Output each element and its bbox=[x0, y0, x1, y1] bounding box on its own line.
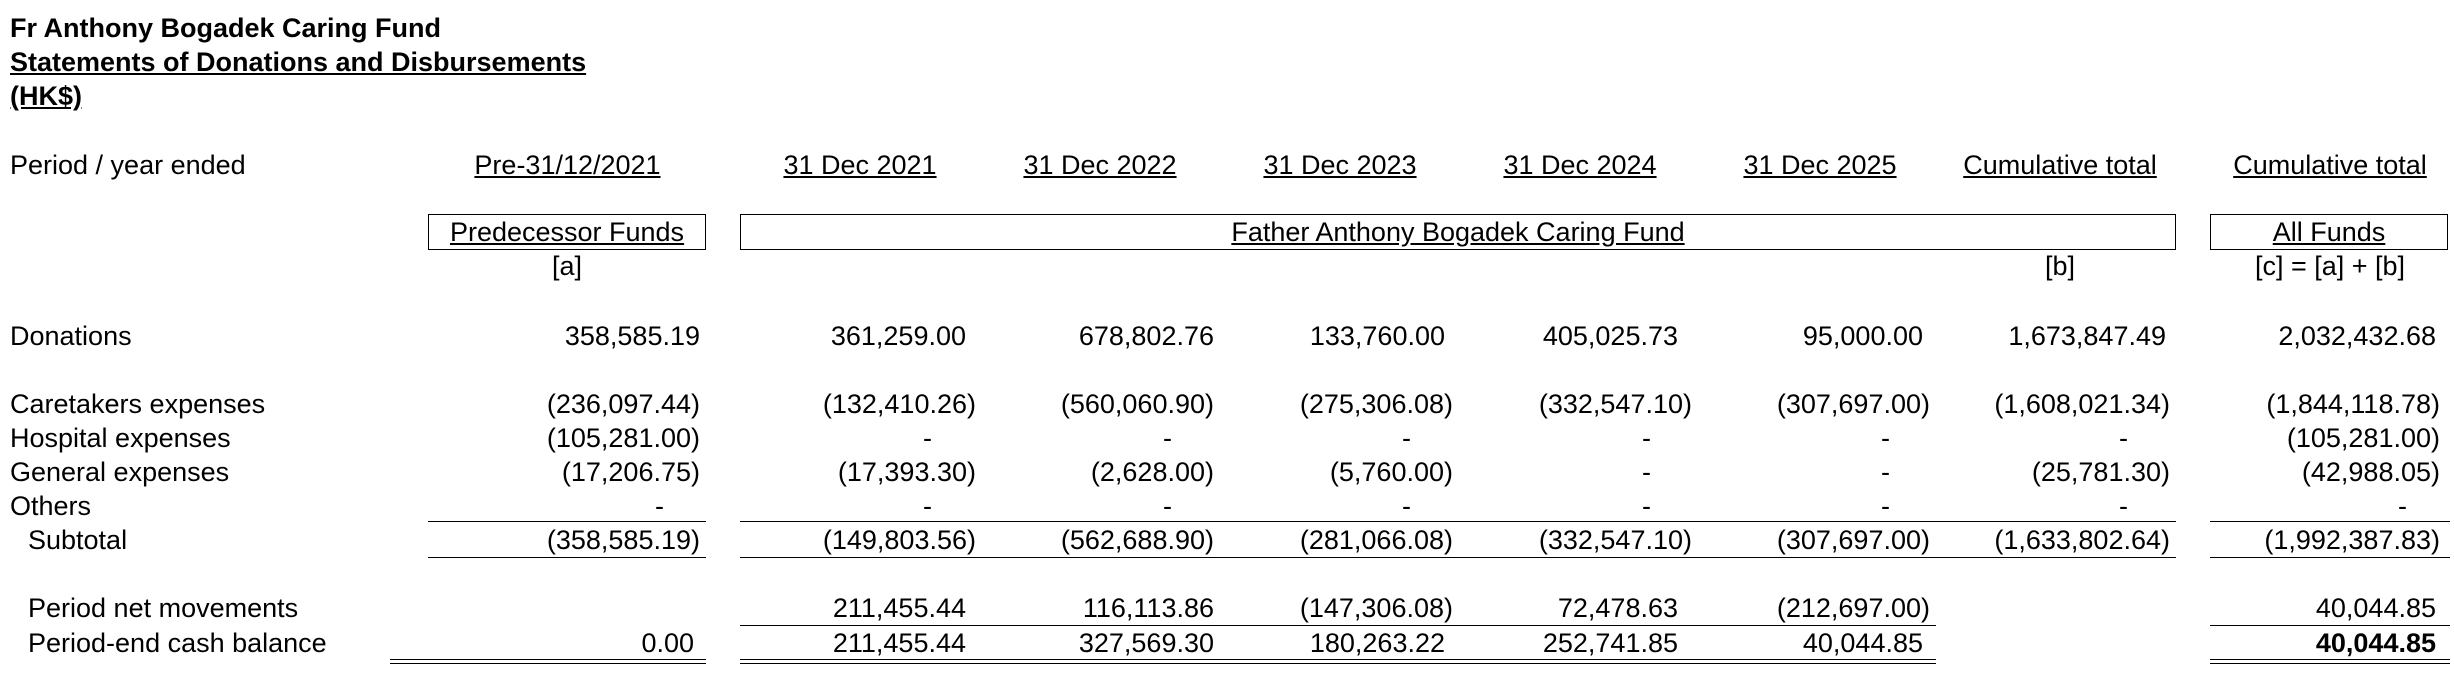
cell-caretakers-c2: (560,060.90) bbox=[1060, 389, 1214, 419]
cell-donations-c4: 405,025.73 bbox=[1542, 321, 1678, 351]
cell-subtotal-c5: (307,697.00) bbox=[1776, 525, 1930, 555]
cell-hospital-c7: (105,281.00) bbox=[2286, 423, 2440, 453]
cell-others-c1: - bbox=[923, 491, 932, 521]
predecessor-funds-label: Predecessor Funds bbox=[449, 217, 685, 247]
cell-caretakers-c3: (275,306.08) bbox=[1299, 389, 1453, 419]
cell-donations-c2: 678,802.76 bbox=[1078, 321, 1214, 351]
cell-net-c5: (212,697.00) bbox=[1776, 593, 1930, 623]
cell-hospital-c3: - bbox=[1402, 423, 1411, 453]
cell-others-c0: - bbox=[655, 491, 664, 521]
net-rule-c7 bbox=[2210, 625, 2450, 626]
all-funds-label: All Funds bbox=[2272, 217, 2386, 247]
cell-cash-c4: 252,741.85 bbox=[1542, 628, 1678, 658]
cell-caretakers-c1: (132,410.26) bbox=[822, 389, 976, 419]
cell-donations-c1: 361,259.00 bbox=[830, 321, 966, 351]
cell-general-c0: (17,206.75) bbox=[561, 457, 700, 487]
period-label: Period / year ended bbox=[10, 150, 246, 180]
col-header-cumulative-b: Cumulative total bbox=[1963, 150, 2157, 180]
row-label-caretakers: Caretakers expenses bbox=[10, 389, 266, 419]
cell-general-c3: (5,760.00) bbox=[1329, 457, 1453, 487]
cell-hospital-c4: - bbox=[1642, 423, 1651, 453]
all-funds-box bbox=[2210, 214, 2448, 250]
cell-subtotal-c6: (1,633,802.64) bbox=[1994, 525, 2170, 555]
cell-caretakers-c4: (332,547.10) bbox=[1538, 389, 1692, 419]
cell-subtotal-c2: (562,688.90) bbox=[1060, 525, 1214, 555]
cell-subtotal-c0: (358,585.19) bbox=[546, 525, 700, 555]
cell-others-c5: - bbox=[1881, 491, 1890, 521]
cash-double-rule-caring-fund bbox=[740, 659, 1936, 664]
cell-hospital-c6: - bbox=[2119, 423, 2128, 453]
note-b: [b] bbox=[2044, 251, 2076, 281]
currency-label: (HK$) bbox=[10, 81, 82, 111]
cell-caretakers-c0: (236,097.44) bbox=[546, 389, 700, 419]
row-label-cash: Period-end cash balance bbox=[28, 628, 327, 658]
cell-hospital-c0: (105,281.00) bbox=[546, 423, 700, 453]
col-header-cumulative-c: Cumulative total bbox=[2233, 150, 2427, 180]
cell-net-c1: 211,455.44 bbox=[832, 593, 966, 623]
cell-subtotal-c4: (332,547.10) bbox=[1538, 525, 1692, 555]
cell-caretakers-c6: (1,608,021.34) bbox=[1994, 389, 2170, 419]
note-a: [a] bbox=[551, 251, 583, 281]
cell-others-c7: - bbox=[2398, 491, 2407, 521]
cell-general-c4: - bbox=[1642, 457, 1651, 487]
subtotal-rule-c7 bbox=[2210, 521, 2450, 522]
cell-subtotal-c7: (1,992,387.83) bbox=[2264, 525, 2440, 555]
subtotal-rule-c0 bbox=[428, 521, 706, 522]
caring-fund-box bbox=[740, 214, 2176, 250]
subtotal-underline-c0 bbox=[428, 557, 706, 558]
cell-cash-c1: 211,455.44 bbox=[832, 628, 966, 658]
col-header-2024: 31 Dec 2024 bbox=[1503, 150, 1657, 180]
cell-cash-c5: 40,044.85 bbox=[1802, 628, 1923, 658]
cell-caretakers-c7: (1,844,118.78) bbox=[2266, 389, 2440, 419]
net-rule-caring-fund bbox=[740, 625, 1936, 626]
cell-subtotal-c3: (281,066.08) bbox=[1299, 525, 1453, 555]
cell-cash-c2: 327,569.30 bbox=[1078, 628, 1214, 658]
col-header-2021: 31 Dec 2021 bbox=[783, 150, 937, 180]
row-label-general: General expenses bbox=[10, 457, 230, 487]
cell-general-c6: (25,781.30) bbox=[2031, 457, 2170, 487]
cell-others-c4: - bbox=[1642, 491, 1651, 521]
row-label-subtotal: Subtotal bbox=[28, 525, 128, 555]
cell-others-c2: - bbox=[1163, 491, 1172, 521]
cell-donations-c7: 2,032,432.68 bbox=[2278, 321, 2436, 351]
subtotal-underline-c7 bbox=[2210, 557, 2450, 558]
cell-cash-c3: 180,263.22 bbox=[1309, 628, 1445, 658]
document-subtitle: Statements of Donations and Disbursements bbox=[10, 47, 587, 77]
row-label-donations: Donations bbox=[10, 321, 132, 351]
cell-net-c3: (147,306.08) bbox=[1299, 593, 1453, 623]
cell-donations-c3: 133,760.00 bbox=[1309, 321, 1445, 351]
cell-subtotal-c1: (149,803.56) bbox=[822, 525, 976, 555]
cell-cash-c0: 0.00 bbox=[641, 628, 694, 658]
cell-hospital-c1: - bbox=[923, 423, 932, 453]
cell-net-c2: 116,113.86 bbox=[1082, 593, 1214, 623]
cell-hospital-c5: - bbox=[1881, 423, 1890, 453]
row-label-others: Others bbox=[10, 491, 92, 521]
cash-double-rule-c7 bbox=[2210, 659, 2450, 664]
cash-double-rule-c0 bbox=[390, 659, 706, 664]
predecessor-funds-box bbox=[428, 214, 706, 250]
cell-donations-c6: 1,673,847.49 bbox=[2008, 321, 2166, 351]
cell-general-c7: (42,988.05) bbox=[2301, 457, 2440, 487]
row-label-net: Period net movements bbox=[28, 593, 299, 623]
document-title: Fr Anthony Bogadek Caring Fund bbox=[10, 13, 441, 43]
cell-caretakers-c5: (307,697.00) bbox=[1776, 389, 1930, 419]
col-header-pre-2021: Pre-31/12/2021 bbox=[474, 150, 661, 180]
cell-others-c6: - bbox=[2119, 491, 2128, 521]
cell-others-c3: - bbox=[1402, 491, 1411, 521]
col-header-2022: 31 Dec 2022 bbox=[1023, 150, 1177, 180]
cell-donations-c0: 358,585.19 bbox=[564, 321, 700, 351]
note-c: [c] = [a] + [b] bbox=[2254, 251, 2406, 281]
cell-cash-c7: 40,044.85 bbox=[2315, 628, 2436, 658]
row-label-hospital: Hospital expenses bbox=[10, 423, 231, 453]
subtotal-underline-caring-fund bbox=[740, 557, 2176, 558]
col-header-2025: 31 Dec 2025 bbox=[1743, 150, 1897, 180]
cell-general-c5: - bbox=[1881, 457, 1890, 487]
cell-hospital-c2: - bbox=[1163, 423, 1172, 453]
cell-donations-c5: 95,000.00 bbox=[1802, 321, 1923, 351]
cell-general-c1: (17,393.30) bbox=[837, 457, 976, 487]
caring-fund-label: Father Anthony Bogadek Caring Fund bbox=[1231, 217, 1685, 247]
cell-general-c2: (2,628.00) bbox=[1090, 457, 1214, 487]
cell-net-c4: 72,478.63 bbox=[1557, 593, 1678, 623]
col-header-2023: 31 Dec 2023 bbox=[1263, 150, 1417, 180]
subtotal-rule-caring-fund bbox=[740, 521, 2176, 522]
cell-net-c7: 40,044.85 bbox=[2315, 593, 2436, 623]
